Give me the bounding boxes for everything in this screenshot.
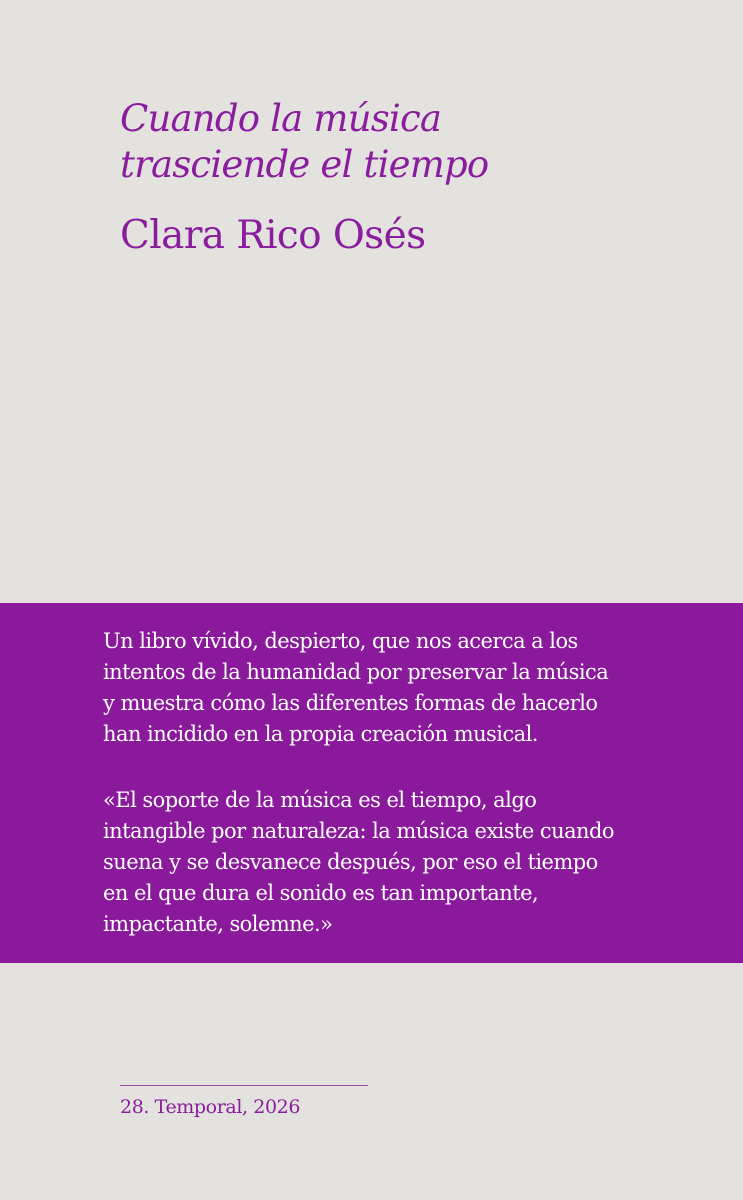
book-author: Clara Rico Osés	[120, 213, 426, 258]
quote-line: impactante, solemne.»	[103, 912, 333, 936]
blurb-line: Un libro vívido, despierto, que nos acerca a los	[103, 629, 578, 653]
blurb-line: han incidido en la propia creación musical.	[103, 722, 538, 746]
quote-paragraph	[103, 785, 614, 940]
blurb-paragraph	[103, 626, 608, 750]
quote-line: suena y se desvanece después, por eso el tiempo	[103, 850, 598, 874]
quote-line: «El soporte de la música es el tiempo, algo	[103, 788, 537, 812]
book-title-line: Cuando la música	[120, 97, 442, 140]
book-title-line: trasciende el tiempo	[120, 143, 489, 186]
series-colophon: 28. Temporal, 2026	[120, 1096, 301, 1118]
blurb-line: y muestra cómo las diferentes formas de hacerlo	[103, 691, 598, 715]
quote-line: intangible por naturaleza: la música existe cuando	[103, 819, 615, 843]
blurb-line: intentos de la humanidad por preservar la música	[103, 660, 609, 684]
colophon-divider	[120, 1085, 368, 1086]
book-title	[120, 96, 488, 188]
blurb-band	[0, 603, 743, 963]
quote-line: en el que dura el sonido es tan importante,	[103, 881, 539, 905]
